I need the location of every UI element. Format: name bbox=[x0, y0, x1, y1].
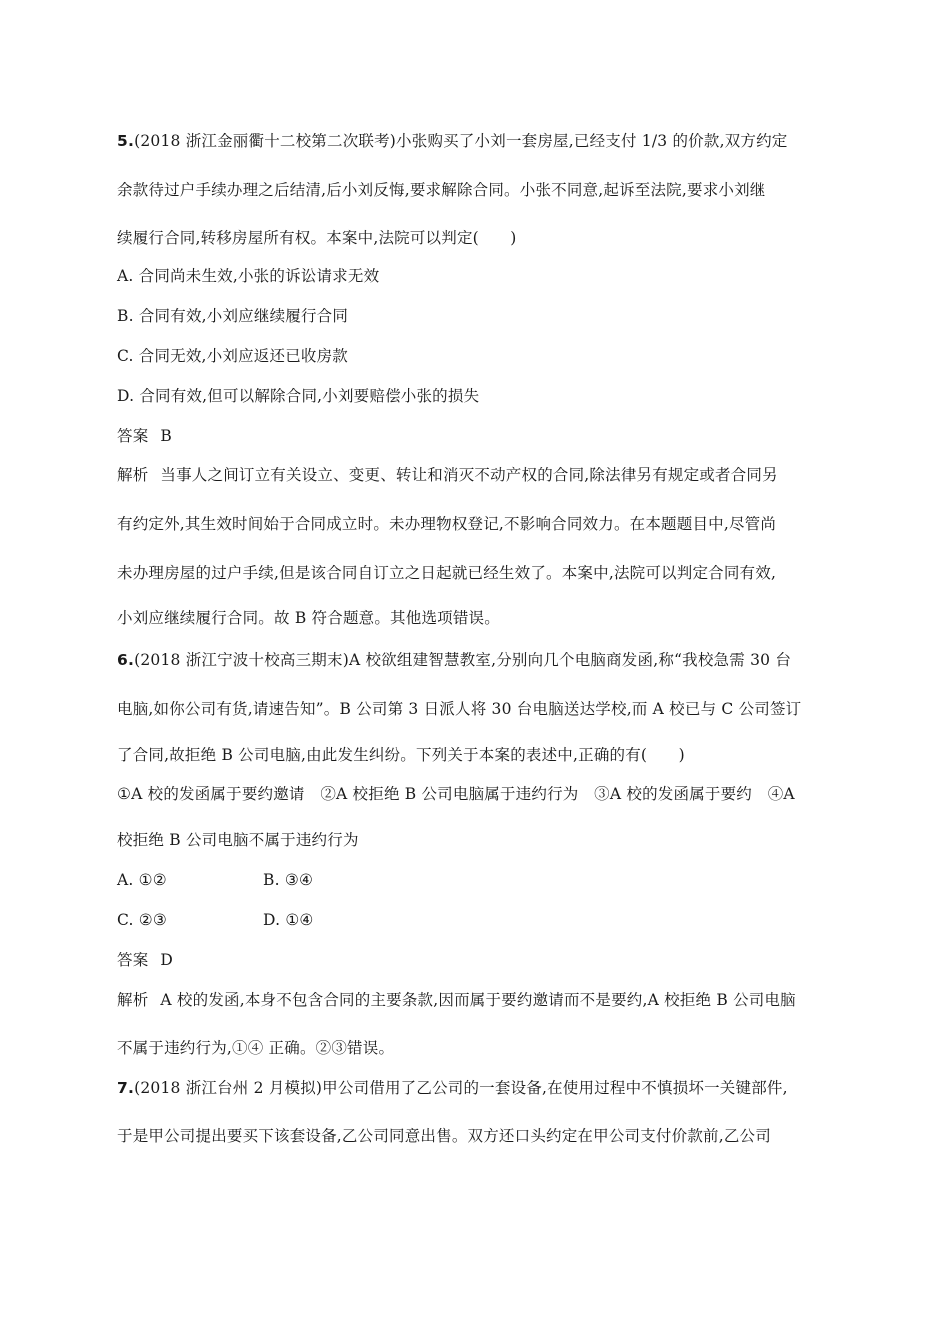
q6-stem-text-1: A 校欲组建智慧教室,分别向几个电脑商发函,称“我校急需 30 台 bbox=[348, 651, 792, 669]
q6-options-row-1 bbox=[117, 870, 833, 890]
q5-answer-value: B bbox=[160, 427, 172, 445]
q5-answer bbox=[117, 426, 833, 446]
q5-option-d: D. 合同有效,但可以解除合同,小刘要赔偿小张的损失 bbox=[117, 387, 480, 405]
q6-answer-value: D bbox=[160, 951, 174, 969]
q5-option-a: A. 合同尚未生效,小张的诉讼请求无效 bbox=[117, 267, 380, 285]
q5-stem-text-1: 小张购买了小刘一套房屋,已经支付 1/3 的价款,双方约定 bbox=[396, 132, 788, 150]
q7-number: 7. bbox=[117, 1079, 135, 1097]
q5-answer-label: 答案 bbox=[117, 427, 149, 445]
q7-stem-line-1 bbox=[117, 1078, 833, 1098]
q7-stem-text-1: 甲公司借用了乙公司的一套设备,在使用过程中不慎损坏一关键部件, bbox=[322, 1079, 788, 1097]
q5-analysis-line-4: 小刘应继续履行合同。故 B 符合题意。其他选项错误。 bbox=[117, 609, 500, 627]
q6-number: 6. bbox=[117, 651, 135, 669]
q7-source: (2018 浙江台州 2 月模拟) bbox=[134, 1079, 323, 1097]
q6-answer bbox=[117, 950, 833, 970]
q5-analysis-line-3: 未办理房屋的过户手续,但是该合同自订立之日起就已经生效了。本案中,法院可以判定合同有效, bbox=[117, 564, 777, 582]
q6-answer-label: 答案 bbox=[117, 951, 149, 969]
q5-stem-line-3: 续履行合同,转移房屋所有权。本案中,法院可以判定( ) bbox=[117, 229, 517, 247]
q5-option-b: B. 合同有效,小刘应继续履行合同 bbox=[117, 307, 349, 325]
q6-option-c: C. ②③ bbox=[117, 911, 167, 929]
q5-analysis-text-1: 当事人之间订立有关设立、变更、转让和消灭不动产权的合同,除法律另有规定或者合同另 bbox=[160, 466, 778, 484]
q6-source: (2018 浙江宁波十校高三期末) bbox=[134, 651, 349, 669]
q5-stem-line-1 bbox=[117, 131, 833, 151]
q7-stem-line-2: 于是甲公司提出要买下该套设备,乙公司同意出售。双方还口头约定在甲公司支付价款前,乙公司 bbox=[117, 1127, 771, 1145]
q6-option-d: D. ①④ bbox=[263, 911, 314, 929]
q5-option-c: C. 合同无效,小刘应返还已收房款 bbox=[117, 347, 348, 365]
q5-analysis-label: 解析 bbox=[117, 466, 149, 484]
q6-option-b: B. ③④ bbox=[263, 871, 314, 889]
q5-analysis-line-2: 有约定外,其生效时间始于合同成立时。未办理物权登记,不影响合同效力。在本题题目中,尽管尚 bbox=[117, 515, 777, 533]
q6-analysis-label: 解析 bbox=[117, 991, 149, 1009]
q6-analysis-text-1: A 校的发函,本身不包含合同的主要条款,因而属于要约邀请而不是要约,A 校拒绝 B 公司电脑 bbox=[160, 991, 796, 1009]
q6-statements-line-1: ①A 校的发函属于要约邀请 ②A 校拒绝 B 公司电脑属于违约行为 ③A 校的发函属于要约 ④A bbox=[117, 785, 795, 803]
q6-stem-line-3: 了合同,故拒绝 B 公司电脑,由此发生纠纷。下列关于本案的表述中,正确的有( ) bbox=[117, 746, 685, 764]
q6-analysis-line-1 bbox=[117, 990, 833, 1010]
q5-source: (2018 浙江金丽衢十二校第二次联考) bbox=[134, 132, 397, 150]
q5-stem-line-2: 余款待过户手续办理之后结清,后小刘反悔,要求解除合同。小张不同意,起诉至法院,要求小刘继 bbox=[117, 181, 766, 199]
q6-options-row-2 bbox=[117, 910, 833, 930]
q6-stem-line-2: 电脑,如你公司有货,请速告知”。B 公司第 3 日派人将 30 台电脑送达学校,而 A 校已与 C 公司签订 bbox=[117, 700, 802, 718]
q5-analysis-line-1 bbox=[117, 465, 833, 485]
q6-option-a: A. ①② bbox=[117, 871, 167, 889]
q6-stem-line-1 bbox=[117, 650, 833, 670]
q5-number: 5. bbox=[117, 132, 135, 150]
q6-statements-line-2: 校拒绝 B 公司电脑不属于违约行为 bbox=[117, 831, 359, 849]
q6-analysis-line-2: 不属于违约行为,①④ 正确。②③错误。 bbox=[117, 1039, 395, 1057]
